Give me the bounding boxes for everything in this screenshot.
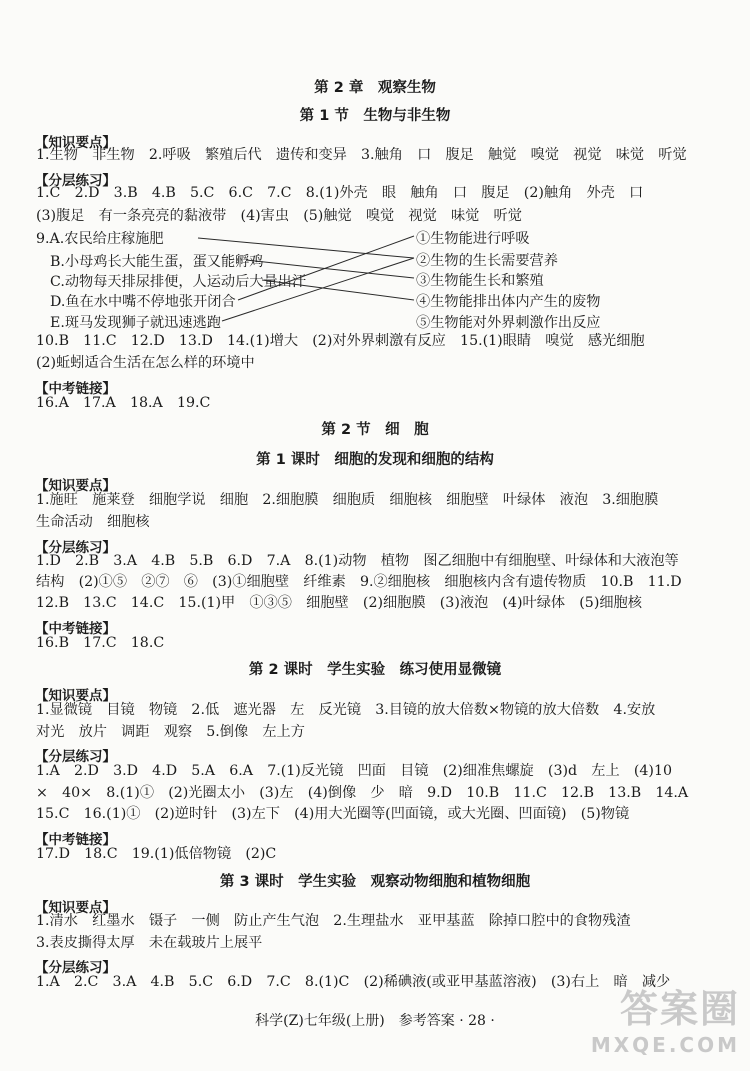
answer-line: 1.施旺 施莱登 细胞学说 细胞 2.细胞膜 细胞质 细胞核 细胞壁 叶绿体 液泡 3.细胞膜 <box>36 492 659 508</box>
answer-line: (3)腹足 有一条亮亮的黏液带 (4)害虫 (5)触觉 嗅觉 视觉 味觉 听觉 <box>36 208 522 224</box>
section-2-title: 第 2 节 细 胞 <box>321 422 429 438</box>
answer-line: 生命活动 细胞核 <box>36 514 150 530</box>
answer-line: 结构 (2)①⑤ ②⑦ ⑥ (3)①细胞壁 纤维素 9.②细胞核 细胞核内含有遗传物质 10.B 11.D <box>36 574 682 590</box>
section-1-title: 第 1 节 生物与非生物 <box>299 108 451 124</box>
lesson-1-title: 第 1 课时 细胞的发现和细胞的结构 <box>256 452 494 468</box>
answer-line: 3.表皮撕得太厚 未在载玻片上展平 <box>36 935 263 951</box>
match-right-item: ②生物的生长需要营养 <box>416 253 558 269</box>
match-left-item: D.鱼在水中嘴不停地张开闭合 <box>50 294 236 310</box>
chapter-title: 第 2 章 观察生物 <box>314 80 436 96</box>
answer-line: × 40× 8.(1)① (2)光圈太小 (3)左 (4)倒像 少 暗 9.D 10.B 11.C 12.B 13.B 14.A <box>36 785 689 801</box>
answer-line: 1.C 2.D 3.B 4.B 5.C 6.C 7.C 8.(1)外壳 眼 触角 口 腹足 (2)触角 外壳 口 <box>36 185 644 201</box>
page-footer: 科学(Z)七年级(上册) 参考答案 · 28 · <box>255 1013 495 1029</box>
watermark-url: MXQE.COM <box>590 1033 740 1057</box>
answer-line: 1.生物 非生物 2.呼吸 繁殖后代 遗传和变异 3.触角 口 腹足 触觉 嗅觉 视觉 味觉 听觉 <box>36 147 687 163</box>
label-exam-link: 【中考链接】 <box>35 381 116 397</box>
watermark-text: 答案圈 <box>619 987 740 1031</box>
answer-line: 12.B 13.C 14.C 15.(1)甲 ①③⑤ 细胞壁 (2)细胞膜 (3)液泡 (4)叶绿体 (5)细胞核 <box>36 595 642 611</box>
answer-line: (2)蚯蚓适合生活在怎么样的环境中 <box>36 355 255 371</box>
label-layered-practice: 【分层练习】 <box>35 540 116 556</box>
label-layered-practice: 【分层练习】 <box>35 173 116 189</box>
answer-line: 15.C 16.(1)① (2)逆时针 (3)左下 (4)用大光圈等(凹面镜，或大光圈、凹面镜) (5)物镜 <box>36 806 630 822</box>
label-knowledge-points: 【知识要点】 <box>35 688 116 704</box>
match-right-item: ①生物能进行呼吸 <box>416 231 530 247</box>
label-knowledge-points: 【知识要点】 <box>35 135 116 151</box>
match-left-item: 9.A.农民给庄稼施肥 <box>36 231 164 247</box>
label-knowledge-points: 【知识要点】 <box>35 900 116 916</box>
answer-line: 1.A 2.D 3.D 4.D 5.A 6.A 7.(1)反光镜 凹面 目镜 (2)细准焦螺旋 (3)d 左上 (4)10 <box>36 763 673 779</box>
answer-line: 对光 放片 调距 观察 5.倒像 左上方 <box>36 724 305 740</box>
match-right-item: ④生物能排出体内产生的废物 <box>416 294 601 310</box>
lesson-2-title: 第 2 课时 学生实验 练习使用显微镜 <box>248 662 502 678</box>
answer-line: 1.D 2.B 3.A 4.B 5.B 6.D 7.A 8.(1)动物 植物 图乙细胞中有细胞壁、叶绿体和大液泡等 <box>36 553 679 569</box>
match-left-item: C.动物每天排尿排便，人运动后大量出汗 <box>50 274 307 290</box>
match-right-item: ⑤生物能对外界刺激作出反应 <box>416 315 601 331</box>
label-layered-practice: 【分层练习】 <box>35 960 116 976</box>
match-left-item: B.小母鸡长大能生蛋，蛋又能孵鸡 <box>50 254 264 270</box>
answer-line: 10.B 11.C 12.D 13.D 14.(1)增大 (2)对外界刺激有反应 15.(1)眼睛 嗅觉 感光细胞 <box>36 333 645 349</box>
match-right-item: ③生物能生长和繁殖 <box>416 273 544 289</box>
label-exam-link: 【中考链接】 <box>35 832 116 848</box>
answer-line: 1.A 2.C 3.A 4.B 5.C 6.D 7.C 8.(1)C (2)稀碘液(或亚甲基蓝溶液) (3)右上 暗 减少 <box>36 974 671 990</box>
answer-line: 16.A 17.A 18.A 19.C <box>36 395 211 411</box>
watermark-logo <box>591 978 740 1057</box>
lesson-3-title: 第 3 课时 学生实验 观察动物细胞和植物细胞 <box>219 874 531 890</box>
label-knowledge-points: 【知识要点】 <box>35 478 116 494</box>
answer-line: 16.B 17.C 18.C <box>36 635 165 651</box>
answer-line: 17.D 18.C 19.(1)低倍物镜 (2)C <box>36 846 277 862</box>
label-exam-link: 【中考链接】 <box>35 621 116 637</box>
answer-line: 1.显微镜 目镜 物镜 2.低 遮光器 左 反光镜 3.目镜的放大倍数×物镜的放大倍数 4.安放 <box>36 702 656 718</box>
answer-line: 1.清水 红墨水 镊子 一侧 防止产生气泡 2.生理盐水 亚甲基蓝 除掉口腔中的食物残渣 <box>36 913 631 929</box>
match-left-item: E.斑马发现狮子就迅速逃跑 <box>50 315 221 331</box>
label-layered-practice: 【分层练习】 <box>35 749 116 765</box>
